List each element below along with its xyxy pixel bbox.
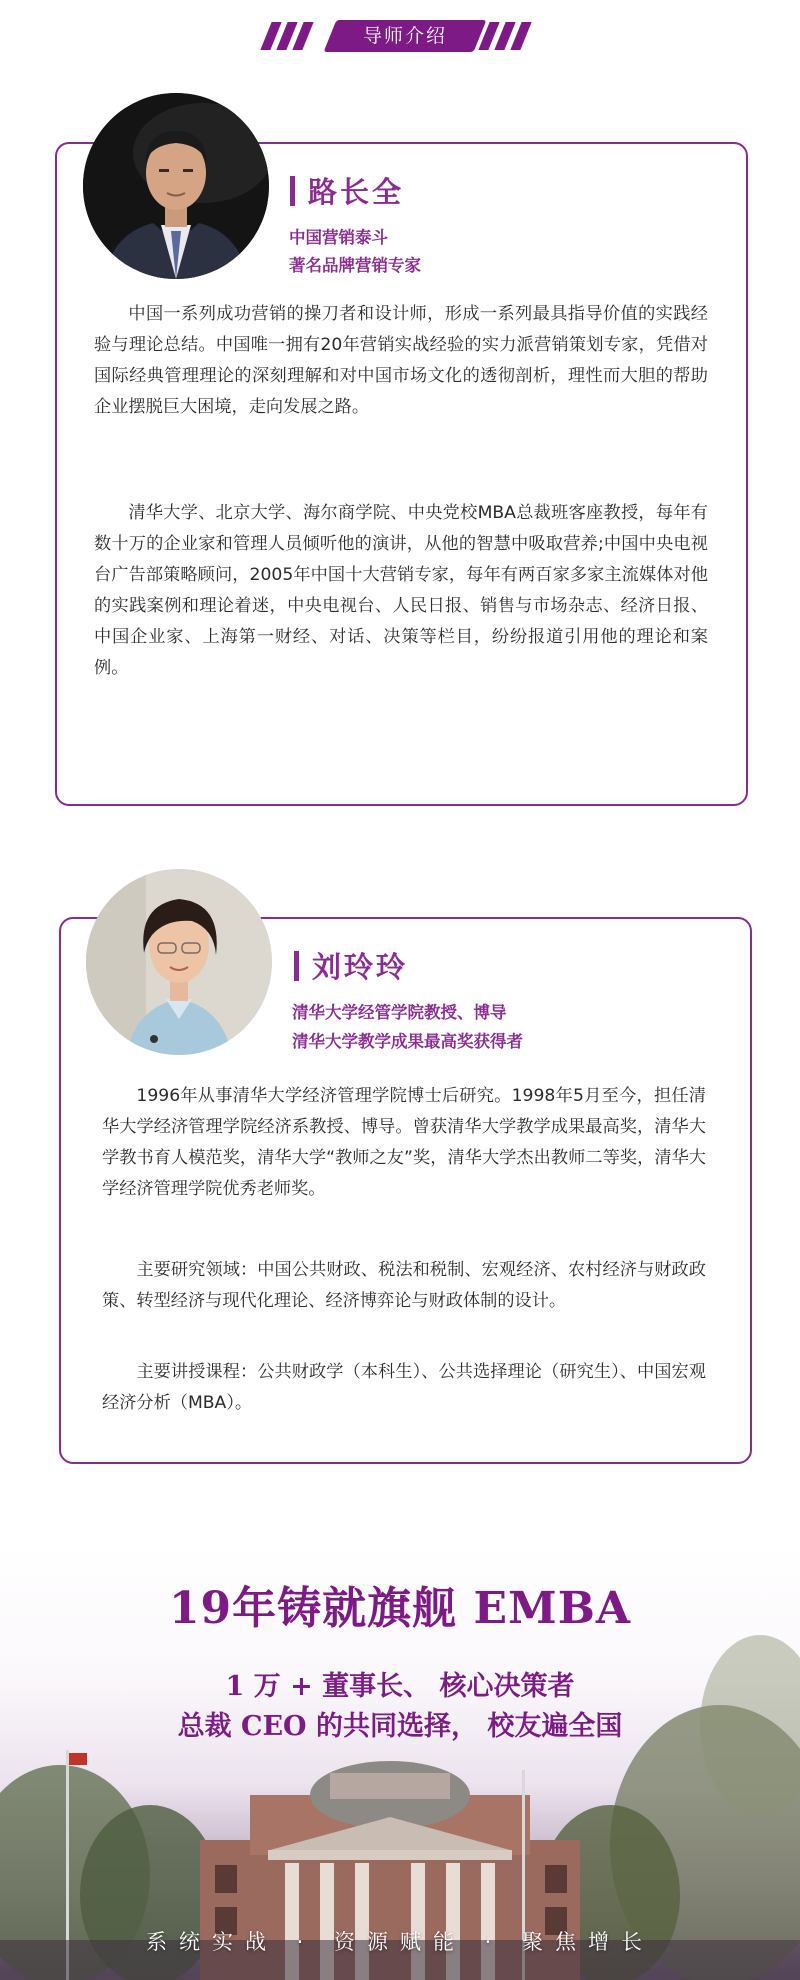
header-stripes-left <box>266 22 308 50</box>
mentor-bio-paragraph: 主要研究领域：中国公共财政、税法和税制、宏观经济、农村经济与财政政策、转型经济与现代化理论、经济博弈论与财政体制的设计。 <box>102 1260 706 1311</box>
female-portrait-illustration <box>86 869 272 1055</box>
mentor-bio-paragraph: 中国一系列成功营销的操刀者和设计师，形成一系列最具指导价值的实践经验与理论总结。中国唯一拥有20年营销实战经验的实力派营销策划专家，凭借对国际经典管理理论的深刻理解和对中国市场文化的透彻剖析，理性而大胆的帮助企业摆脱巨大困境，走向发展之路。 <box>94 304 708 417</box>
mentor-bio-paragraph: 1996年从事清华大学经济管理学院博士后研究。1998年5月至今，担任清华大学经济管理学院经济系教授、博导。曾获清华大学教学成果最高奖，清华大学教书育人模范奖，清华大学“教师之友”奖，清华大学杰出教师二等奖，清华大学经济管理学院优秀老师奖。 <box>102 1086 706 1199</box>
campus-slogan: 系统实战 · 资源赋能 · 聚焦增长 <box>145 1930 655 1954</box>
mentor-tagline: 著名品牌营销专家 <box>289 256 421 275</box>
mentor-bio-paragraph: 主要讲授课程：公共财政学（本科生）、公共选择理论（研究生）、中国宏观经济分析（MBA）。 <box>102 1362 706 1413</box>
header-title: 导师介绍 <box>362 25 447 47</box>
section-header <box>0 16 800 56</box>
campus-subtitle: 总裁 CEO 的共同选择， 校友遍全国 <box>177 1711 623 1742</box>
mentor-portrait <box>86 869 272 1055</box>
mentor-name: 刘玲玲 <box>312 950 409 984</box>
mentor-name: 路长全 <box>308 175 405 209</box>
mentor-bio-paragraph: 清华大学、北京大学、海尔商学院、中央党校MBA总裁班客座教授，每年有数十万的企业家和管理人员倾听他的演讲，从他的智慧中吸取营养;中国中央电视台广告部策略顾问，2005年中国十大营销专家，每年有两百家多家主流媒体对他的实践案例和理论着迷，中央电视台、人民日报、销售与市场杂志、经济日报、中国企业家、上海第一财经、对话、决策等栏目，纷纷报道引用他的理论和案例。 <box>94 503 708 678</box>
campus-subtitle: 1 万 + 董事长、 核心决策者 <box>225 1671 575 1702</box>
mentor-portrait <box>83 93 269 279</box>
mentor-tagline: 清华大学经管学院教授、博导 <box>292 1003 507 1022</box>
header-stripes-right <box>484 22 526 50</box>
campus-title: 19年铸就旗舰 EMBA <box>168 1583 632 1634</box>
male-portrait-illustration <box>83 93 269 279</box>
mentor-tagline: 中国营销泰斗 <box>289 228 388 247</box>
name-accent-bar <box>294 951 299 981</box>
name-accent-bar <box>290 176 295 206</box>
mentor-tagline: 清华大学教学成果最高奖获得者 <box>292 1032 523 1051</box>
